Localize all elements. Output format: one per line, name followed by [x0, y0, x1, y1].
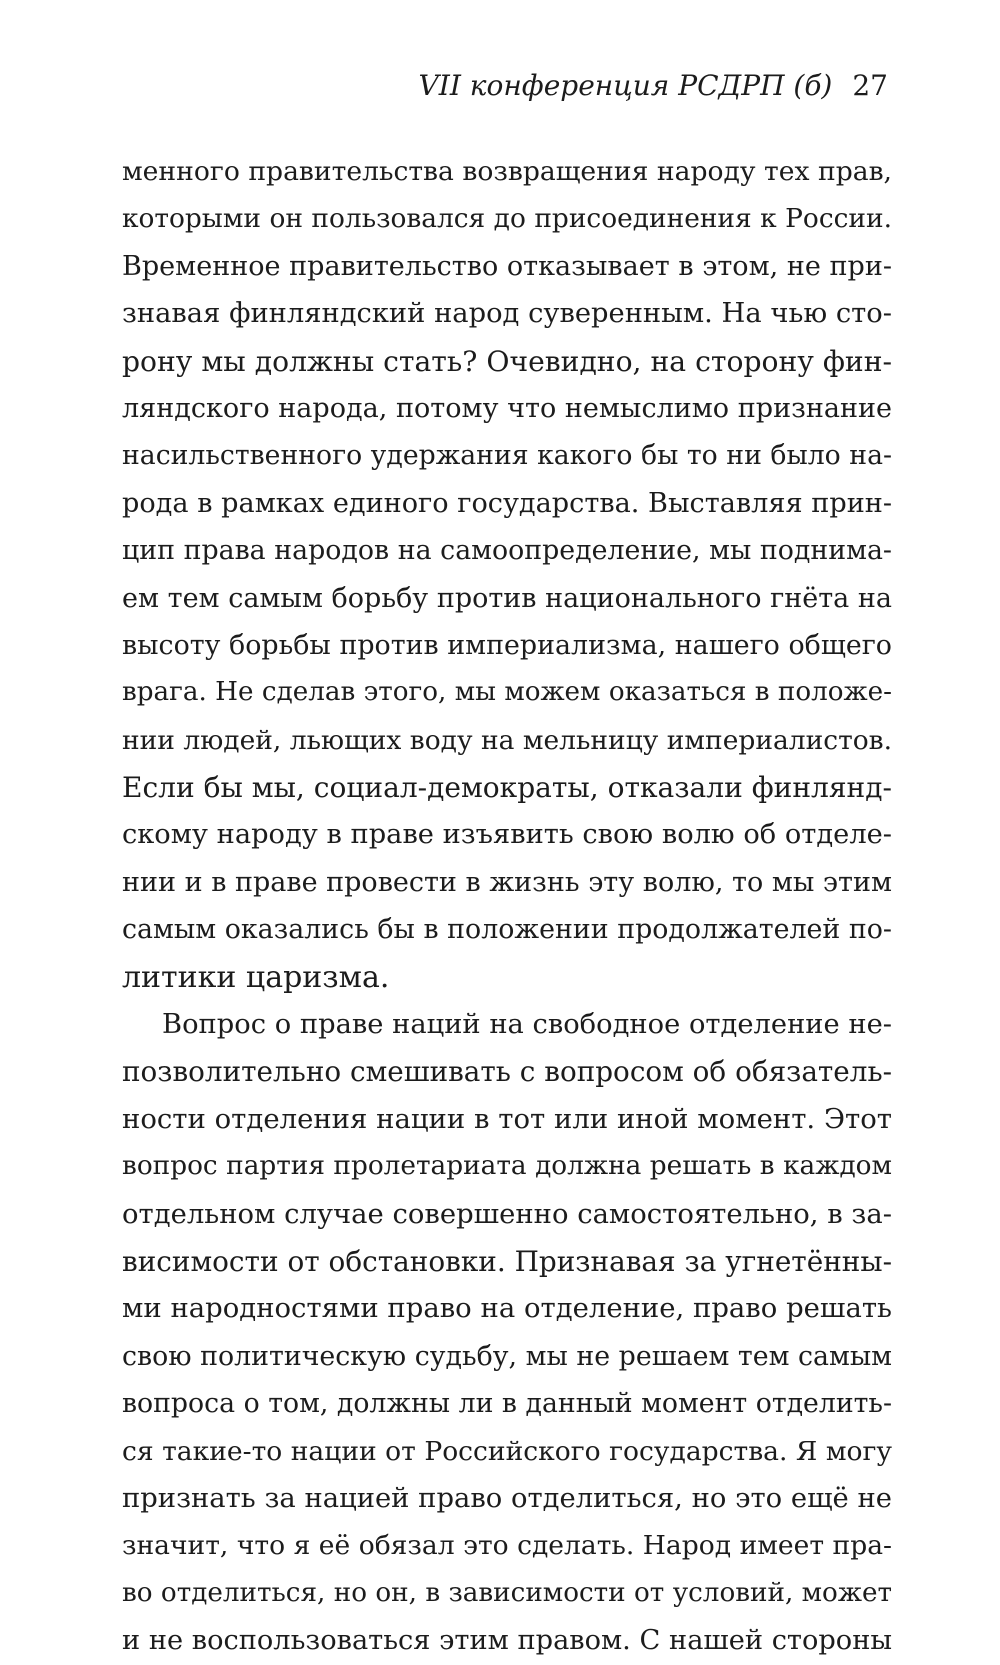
- text-line: рода в рамках единого государства. Выставляя прин-: [122, 487, 892, 519]
- text-line: самым оказались бы в положении продолжателей по-: [122, 914, 892, 946]
- text-line: рону мы должны стать? Очевидно, на сторону фин-: [122, 344, 892, 378]
- text-line: ми народностями право на отделение, право решать: [122, 1292, 892, 1325]
- text-line: высоту борьбы против империализма, нашего общего: [122, 629, 892, 661]
- text-line: ем тем самым борьбу против национального гнёта на: [122, 582, 892, 614]
- text-line: знавая финляндский народ суверенным. На чью сто-: [122, 298, 892, 330]
- text-line: вопроса о том, должны ли в данный момент отделить-: [122, 1388, 892, 1420]
- text-line: врага. Не сделав этого, мы можем оказаться в положе-: [122, 677, 892, 708]
- text-line: Если бы мы, социал-демократы, отказали финлянд-: [122, 771, 892, 805]
- text-line: Временное правительство отказывает в этом, не при-: [122, 250, 892, 282]
- text-line: нии людей, льющих воду на мельницу империалистов.: [122, 724, 892, 756]
- body-text: [122, 148, 892, 1665]
- text-line: ся такие-то нации от Российского государства. Я могу: [122, 1435, 892, 1467]
- text-line: насильственного удержания какого бы то ни было на-: [122, 440, 892, 472]
- text-line: Вопрос о праве наций на свободное отделение не-: [162, 1009, 892, 1041]
- text-line: скому народу в праве изъявить свою волю об отделе-: [122, 819, 892, 851]
- text-line: значит, что я её обязал это сделать. Народ имеет пра-: [122, 1530, 892, 1562]
- running-header: [419, 66, 888, 106]
- text-line: которыми он пользовался до присоединения к России.: [122, 203, 892, 235]
- text-line: во отделиться, но он, в зависимости от условий, может: [122, 1577, 892, 1608]
- text-line: вопрос партия пролетариата должна решать в каждом: [122, 1151, 892, 1182]
- text-line: ляндского народа, потому что немыслимо признание: [122, 392, 892, 424]
- text-line: цип права народов на самоопределение, мы поднима-: [122, 535, 892, 567]
- text-line: висимости от обстановки. Признавая за угнетённы-: [122, 1244, 892, 1278]
- text-line: свою политическую судьбу, мы не решаем тем самым: [122, 1340, 892, 1372]
- paragraph-1: [122, 148, 892, 1001]
- text-line: литики царизма.: [122, 959, 390, 995]
- text-line: и не воспользоваться этим правом. С нашей стороны: [122, 1625, 892, 1657]
- text-line: позволительно смешивать с вопросом об обязатель-: [122, 1055, 892, 1089]
- text-line: нии и в праве провести в жизнь эту волю, то мы этим: [122, 866, 892, 898]
- text-line: ности отделения нации в тот или иной момент. Этот: [122, 1102, 892, 1135]
- running-title: VII конференция РСДРП (б): [418, 69, 833, 102]
- page-number: 27: [852, 69, 888, 102]
- text-line: менного правительства возвращения народу тех прав,: [122, 156, 892, 187]
- text-line: признать за нацией право отделиться, но это ещё не: [122, 1482, 892, 1514]
- paragraph-2: [122, 1001, 892, 1664]
- text-line: отдельном случае совершенно самостоятельно, в за-: [122, 1198, 892, 1230]
